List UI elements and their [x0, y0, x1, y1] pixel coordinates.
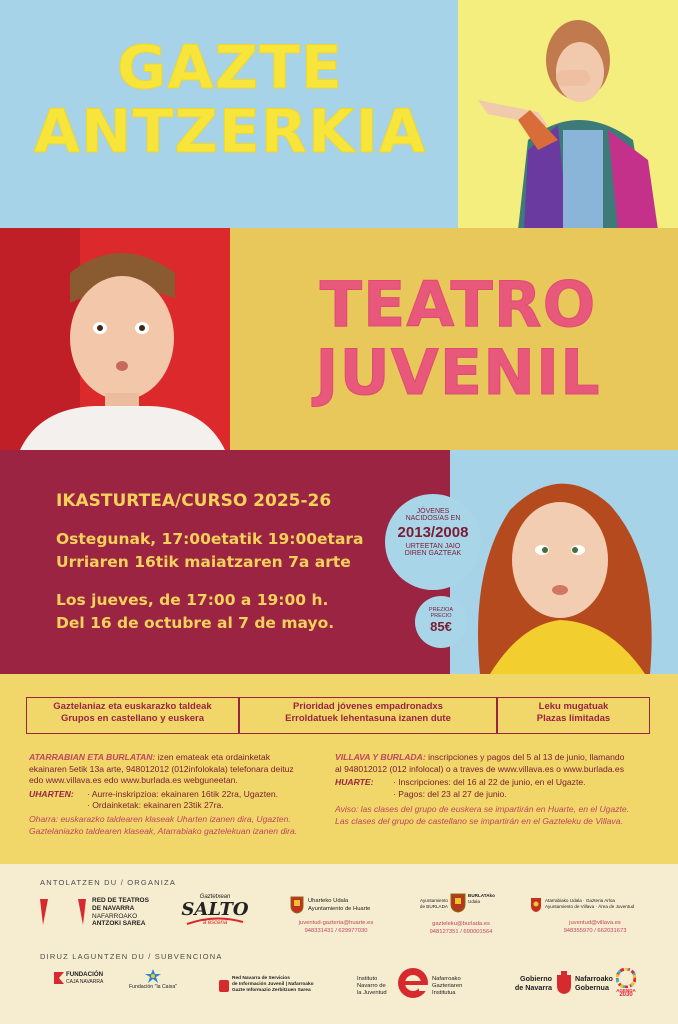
left-p1 — [29, 752, 321, 764]
left-column — [29, 752, 321, 837]
right-huarte-label: HUARTE: — [335, 777, 374, 788]
info-box-limited-line1: Leku mugatuak — [538, 701, 609, 712]
huarte-shield-icon — [290, 896, 304, 914]
red-teatros-line3: NAFARROAKO — [92, 912, 138, 920]
agenda-line2: 2030 — [619, 992, 633, 998]
salto-top: Gaztetxean — [199, 894, 231, 900]
course-heading: IKASTURTEA/CURSO 2025-26 — [56, 491, 332, 511]
age-badge-line2: NACIDOS/AS EN — [405, 515, 461, 522]
nafarroako-gob-line1: Nafarroako — [575, 974, 613, 983]
left-huarte — [29, 789, 321, 812]
right-p1 — [335, 752, 655, 764]
left-p1-text: izen emateak eta ordainketak — [155, 752, 270, 762]
villava-name2: Ayuntamiento de Villava · Área de Juventud — [545, 904, 635, 909]
huarte-email: juventud-gazteria@huarte.es — [298, 920, 374, 926]
gobierno-logo — [512, 971, 612, 1001]
title-eu-line1: GAZTE — [116, 33, 344, 103]
title-es-line1: TEATRO — [319, 268, 597, 341]
red-info-line1: Red Navarra de Servicios — [232, 976, 290, 981]
fundacion-cn-logo — [52, 970, 112, 1000]
gobierno-line1: Gobierno — [520, 974, 552, 983]
salto-logo — [180, 894, 250, 938]
right-note1: Aviso: las clases del grupo de euskera se impartirán en Huarte, en el Ugazte. — [335, 804, 630, 815]
left-note1: Oharra: euskarazko taldearen klaseak Uharten izanen dira, Ugazten. — [29, 813, 291, 824]
left-p1-line2: ekainaren 5etik 13a arte, 948012012 (012infolokala) telefonara deituz — [29, 763, 294, 774]
instituto-line3: la Juventud — [357, 990, 387, 996]
right-note2: Las clases del grupo de castellano se impartirán en el Gazteleku de Villava. — [335, 815, 623, 826]
burlada-phone: 948127351 / 690001564 — [429, 928, 493, 935]
price-badge — [415, 596, 467, 648]
right-huarte-item1: · Inscripciones: del 16 al 22 de junio, en el Ugazte. — [393, 777, 586, 788]
red-teatros-mark-icon — [40, 897, 90, 929]
info-box-priority-line1: Prioridad jóvenes empadronadxs — [293, 701, 443, 712]
la-caixa-star-icon — [144, 968, 162, 984]
nafarroako-gob-line2: Gobernua — [575, 983, 609, 992]
left-p1-line3: edo www.villava.es edo www.burlada.es webguneetan. — [29, 775, 238, 786]
age-badge — [385, 494, 481, 590]
gobierno-shield-icon — [556, 971, 572, 995]
gobierno-line2: de Navarra — [514, 983, 552, 992]
age-badge-line4: DIREN GAZTEAK — [404, 550, 462, 557]
left-huarte-item1: · Aurre-inskripzioa: ekainaren 16tik 22ra, Ugazten. — [87, 788, 279, 799]
red-teatros-line1: RED DE TEATROS — [92, 897, 149, 904]
salto-swoosh-icon — [185, 916, 245, 926]
villava-name1: Atarrabiako Udala · Gazteria Arloa — [545, 898, 615, 903]
info-box-groups-line1: Gaztelaniaz eta euskarazko taldeak — [53, 701, 212, 712]
info-box-groups — [26, 697, 239, 734]
burlada-name1: Ayuntamiento — [419, 898, 448, 903]
subvenciona-label: DIRUZ LAGUNTZEN DU / SUBVENCIONA — [40, 952, 223, 961]
burlada-shield-icon — [450, 891, 466, 913]
course-es-line1: Los jueves, de 17:00 a 19:00 h. — [56, 591, 329, 609]
burlada-logo — [418, 889, 504, 941]
la-caixa-text: Fundación "la Caixa" — [128, 984, 178, 990]
huarte-name2: Ayuntamiento de Huarte — [308, 905, 371, 912]
left-note2: Gaztelaniazko taldearen klaseak, Atarrabiako gaztelekuan izanen dira. — [29, 825, 298, 836]
price-badge-value: 85€ — [430, 619, 452, 634]
info-box-priority-line2: Erroldatuek lehentasuna izanen dute — [285, 713, 451, 724]
la-caixa-logo — [122, 968, 184, 1002]
info-box-priority — [239, 697, 497, 734]
right-p1-text: inscripciones y pagos del 5 al 13 de junio, llamando — [425, 752, 625, 762]
organiza-label: ANTOLATZEN DU / ORGANIZA — [40, 878, 177, 887]
burlada-name4: Udala — [468, 898, 481, 904]
right-huarte-item2: · Pagos: del 23 al 27 de junio. — [393, 788, 507, 799]
info-box-limited — [497, 697, 650, 734]
red-teatros-logo — [40, 897, 150, 931]
title-es — [268, 268, 648, 409]
burlada-email: gazteleku@burlada.es — [432, 921, 490, 927]
villava-shield-icon — [530, 897, 542, 913]
price-badge-label1: PREZIOA — [428, 607, 454, 613]
left-huarte-label: UHARTEN: — [29, 788, 74, 799]
huarte-name1: Uharteko Udala — [308, 898, 349, 904]
age-badge-years: 2013/2008 — [397, 524, 469, 541]
course-eu-line1: Ostegunak, 17:00etatik 19:00etara — [56, 530, 364, 548]
photo-redhead-girl — [450, 450, 678, 674]
burlada-name2: de BURLADA — [419, 903, 448, 909]
age-badge-line3: URTEETAN JAIO — [405, 543, 461, 550]
red-info-line2: de Información Juvenil | Nafarroako — [232, 982, 314, 987]
salto-main: SALTO — [181, 899, 249, 920]
right-p1-label: VILLAVA Y BURLADA: — [335, 752, 426, 762]
right-column — [335, 752, 655, 828]
left-huarte-item2: · Ordainketak: ekainaren 23tik 27ra. — [87, 800, 224, 811]
agenda-line1: AGENDA — [616, 988, 636, 993]
instituto-line2: Navarro de — [357, 983, 386, 989]
fundacion-cn-line2: CAJA NAVARRA — [66, 978, 104, 985]
villava-phone: 948355970 / 662031673 — [563, 927, 627, 934]
red-teatros-line2: DE NAVARRA — [92, 904, 135, 912]
fundacion-cn-line1: FUNDACIÓN — [66, 971, 104, 978]
age-badge-line1: JÓVENES — [416, 508, 450, 515]
photo-girl-pointing — [458, 0, 678, 228]
photo-boy-surprised — [0, 228, 230, 450]
title-eu — [30, 33, 430, 167]
instituto-line1: Instituto — [357, 976, 378, 982]
right-p1-line2: al 948012012 (012 infolocal) o a traves de www.villava.es o www.burlada.es — [335, 763, 625, 774]
burlada-name3: BURLATAko — [468, 893, 495, 898]
nafarroako-line3: Institutua — [432, 990, 456, 996]
title-es-line2: JUVENIL — [315, 336, 601, 409]
info-box-limited-line2: Plazas limitadas — [536, 713, 611, 724]
red-info-mark-icon — [218, 979, 230, 993]
huarte-logo — [290, 896, 390, 940]
title-eu-line2: ANTZERKIA — [33, 97, 427, 167]
course-eu-line2: Urriaren 16tik maiatzaren 7a arte — [56, 553, 351, 571]
info-box-groups-line2: Grupos en castellano y euskera — [60, 713, 205, 724]
course-es-line2: Del 16 de octubre al 7 de mayo. — [56, 614, 335, 632]
instituto-e-icon — [397, 967, 429, 999]
red-teatros-line4: ANTZOKI SAREA — [92, 920, 146, 928]
nafarroako-line1: Nafarroako — [432, 976, 461, 982]
red-info-logo — [218, 976, 328, 1002]
fundacion-cn-mark-icon — [52, 970, 66, 986]
agenda-2030-logo — [612, 968, 640, 1002]
right-huarte — [335, 777, 655, 800]
salto-bottom: a escena — [202, 920, 228, 926]
agenda-2030-wheel-icon — [616, 968, 636, 988]
red-info-line3: Gazte Informazio Zerbitzuen Sarea — [232, 988, 311, 993]
huarte-phone: 948331431 / 629977030 — [304, 927, 368, 934]
villava-logo — [530, 897, 660, 941]
villava-email: juventud@villava.es — [569, 920, 621, 926]
left-p1-label: ATARRABIAN ETA BURLATAN: — [29, 752, 156, 762]
instituto-logo — [357, 965, 483, 1003]
price-badge-label2: PRECIO — [430, 613, 452, 619]
nafarroako-line2: Gazteriaren — [432, 983, 463, 989]
